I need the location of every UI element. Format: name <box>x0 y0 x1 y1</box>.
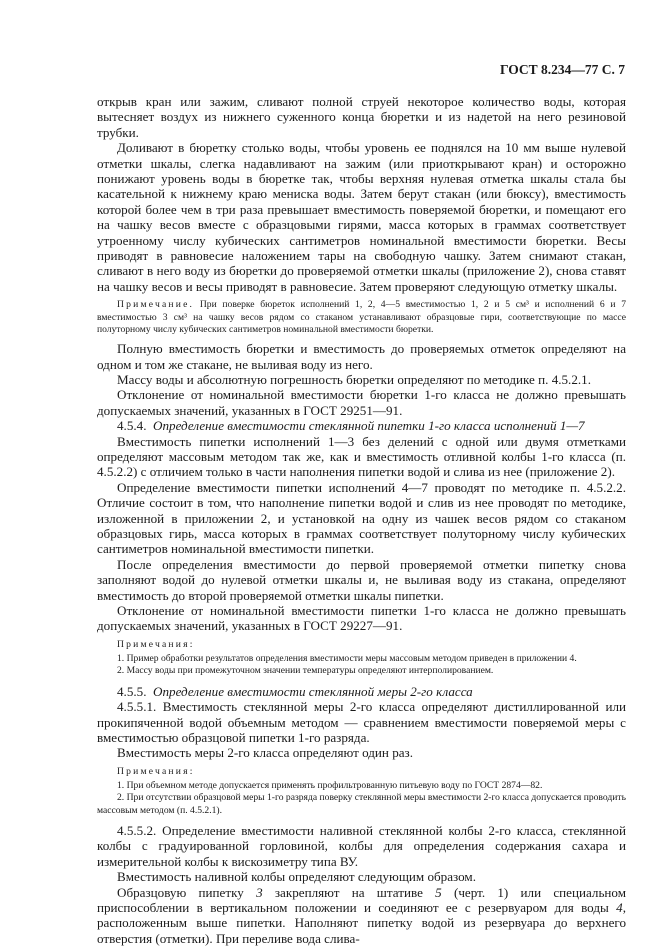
notes-label <box>97 639 626 651</box>
note-item: 1. Пример обработки результатов определения вместимости меры массовым методом приведен в приложении 4. <box>117 653 577 665</box>
paragraph: Отклонение от номинальной вместимости бюретки 1-го класса не должно превышать допускаемых значений, указанных в ГОСТ 29251—91. <box>97 387 626 418</box>
notes-label-text: Примечания: <box>117 638 195 650</box>
paragraph: Полную вместимость бюретки и вместимость до проверяемых отметок определяют на одном и том же стакане, не выливая воду из него. <box>97 341 626 372</box>
note-text: При поверке бюреток исполнений 1, 2, 4—5 вместимостью 1, 2 и 5 см³ и исполнений 6 и 7 вместимостью 3 см³ на чашку весов рядом со стаканом устанавливают образцовые гири, соответствующие по массе полуторному числу кубических сантиметров номинальной вместимости бюретки. <box>97 299 626 335</box>
paragraph: Вместимость наливной колбы определяют следующим образом. <box>117 869 476 885</box>
paragraph <box>97 885 626 946</box>
text: (черт. 1) или специальном приспособлении в вертикальном положении и соединяют ее с резервуаром для воды <box>97 884 626 916</box>
paragraph: Доливают в бюретку столько воды, чтобы уровень ее поднялся на 10 мм выше нулевой отметки шкалы, слегка надавливают на зажим (или приоткрывают кран) и осторожно понижают уровень воды в бюретке так, чтобы верхняя нулевая отметка шкалы стала бы касательной к нижнему краю мениска воды. Затем берут стакан (или бюксу), вместимость которой более чем в три раза превышает вместимость поверяемой бюретки, и помещают его на чашку весов вместе с образцовыми гирями, масса которых в граммах соответствует утроенному числу кубических сантиметров номинальной вместимости бюретки. Весы приводят в равновесие наложением тары на свободную чашку. Затем снимают стакан, сливают в него воду из бюретки до проверяемой отметки шкалы (приложение 2), снова ставят на чашку весов и весы приводят в равновесие. Затем проверяют следующую отметку шкалы. <box>97 140 626 294</box>
paragraph: Определение вместимости пипетки исполнений 4—7 проводят по методике п. 4.5.2.2. Отличие состоит в том, что наполнение пипетки водой и слив из нее проводят по методике, изложенной в приложении 2, и установкой на одну из чашек весов рядом со стаканом образцовых гирь, масса которых в граммах соответствует полуторному числу кубических сантиметров номинальной вместимости пипетки. <box>97 479 626 557</box>
document-body <box>97 94 626 946</box>
figure-ref: 4 <box>616 900 623 916</box>
notes-label <box>97 766 626 778</box>
notes-label-text: Примечания: <box>117 765 195 777</box>
page-header: ГОСТ 8.234—77 С. 7 <box>499 62 625 77</box>
note <box>97 299 626 336</box>
note-item: 2. При отсутствии образцовой меры 1-го разряда поверку стеклянной меры вместимости 2-го класса допускается проводить массовым методом (п. 4.5.2.1). <box>97 792 626 816</box>
section-heading-4-5-5 <box>97 684 626 699</box>
figure-ref: 5 <box>435 884 442 900</box>
paragraph: 4.5.5.2. Определение вместимости наливной стеклянной колбы 2-го класса, стеклянной колбы с градуированной горловиной, колбы для определения содержания сахара и измерительной колбы к вискозиметру типа ВУ. <box>97 823 626 869</box>
figure-ref: 3 <box>256 884 263 900</box>
note-item: 1. При объемном методе допускается применять профильтрованную питьевую воду по ГОСТ 2874—82. <box>117 780 543 792</box>
paragraph: Вместимость пипетки исполнений 1—3 без делений с одной или двумя отметками определяют массовым методом так же, как и вместимость отливной колбы 1-го класса (п. 4.5.2.2) с отличием только в части наполнения пипетки водой и слива из нее (приложение 2). <box>97 433 626 480</box>
section-title: Определение вместимости стеклянной меры 2-го класса <box>153 683 473 699</box>
paragraph: открыв кран или зажим, сливают полной струей некоторое количество воды, которая вытесняет воздух из нижнего суженного конца бюретки и из надетой на него резиновой трубки. <box>97 94 626 140</box>
text: Образцовую пипетку <box>117 884 257 900</box>
paragraph: Отклонение от номинальной вместимости пипетки 1-го класса не должно превышать допускаемых значений, указанных в ГОСТ 29227—91. <box>97 603 626 634</box>
text: закрепляют на штативе <box>262 884 436 900</box>
paragraph: Вместимость меры 2-го класса определяют один раз. <box>117 745 413 761</box>
paragraph: Массу воды и абсолютную погрешность бюретки определяют по методике п. 4.5.2.1. <box>117 371 591 387</box>
section-heading-4-5-4 <box>97 418 626 433</box>
section-number: 4.5.5. <box>117 683 147 699</box>
note-label: Примечание. <box>117 299 195 311</box>
paragraph: 4.5.5.1. Вместимость стеклянной меры 2-го класса определяют дистиллированной или прокипяченной водой объемным методом — сравнением вместимости поверяемой меры с вместимостью образцовой пипетки 1-го разряда. <box>97 699 626 745</box>
section-number: 4.5.4. <box>117 418 147 434</box>
note-item: 2. Массу воды при промежуточном значении температуры определяют интерполированием. <box>117 665 494 677</box>
section-title: Определение вместимости стеклянной пипетки 1-го класса исполнений 1—7 <box>153 418 585 434</box>
paragraph: После определения вместимости до первой проверяемой отметки пипетку снова заполняют водой до нулевой отметки шкалы и, не выливая воду из стакана, определяют вместимость до второй проверяемой отметки шкалы пипетки. <box>97 556 626 603</box>
text: , расположенным выше пипетки. Наполняют пипетку водой из резервуара до верхнего отверстия (отметки). При переливе вода слива- <box>97 900 626 946</box>
